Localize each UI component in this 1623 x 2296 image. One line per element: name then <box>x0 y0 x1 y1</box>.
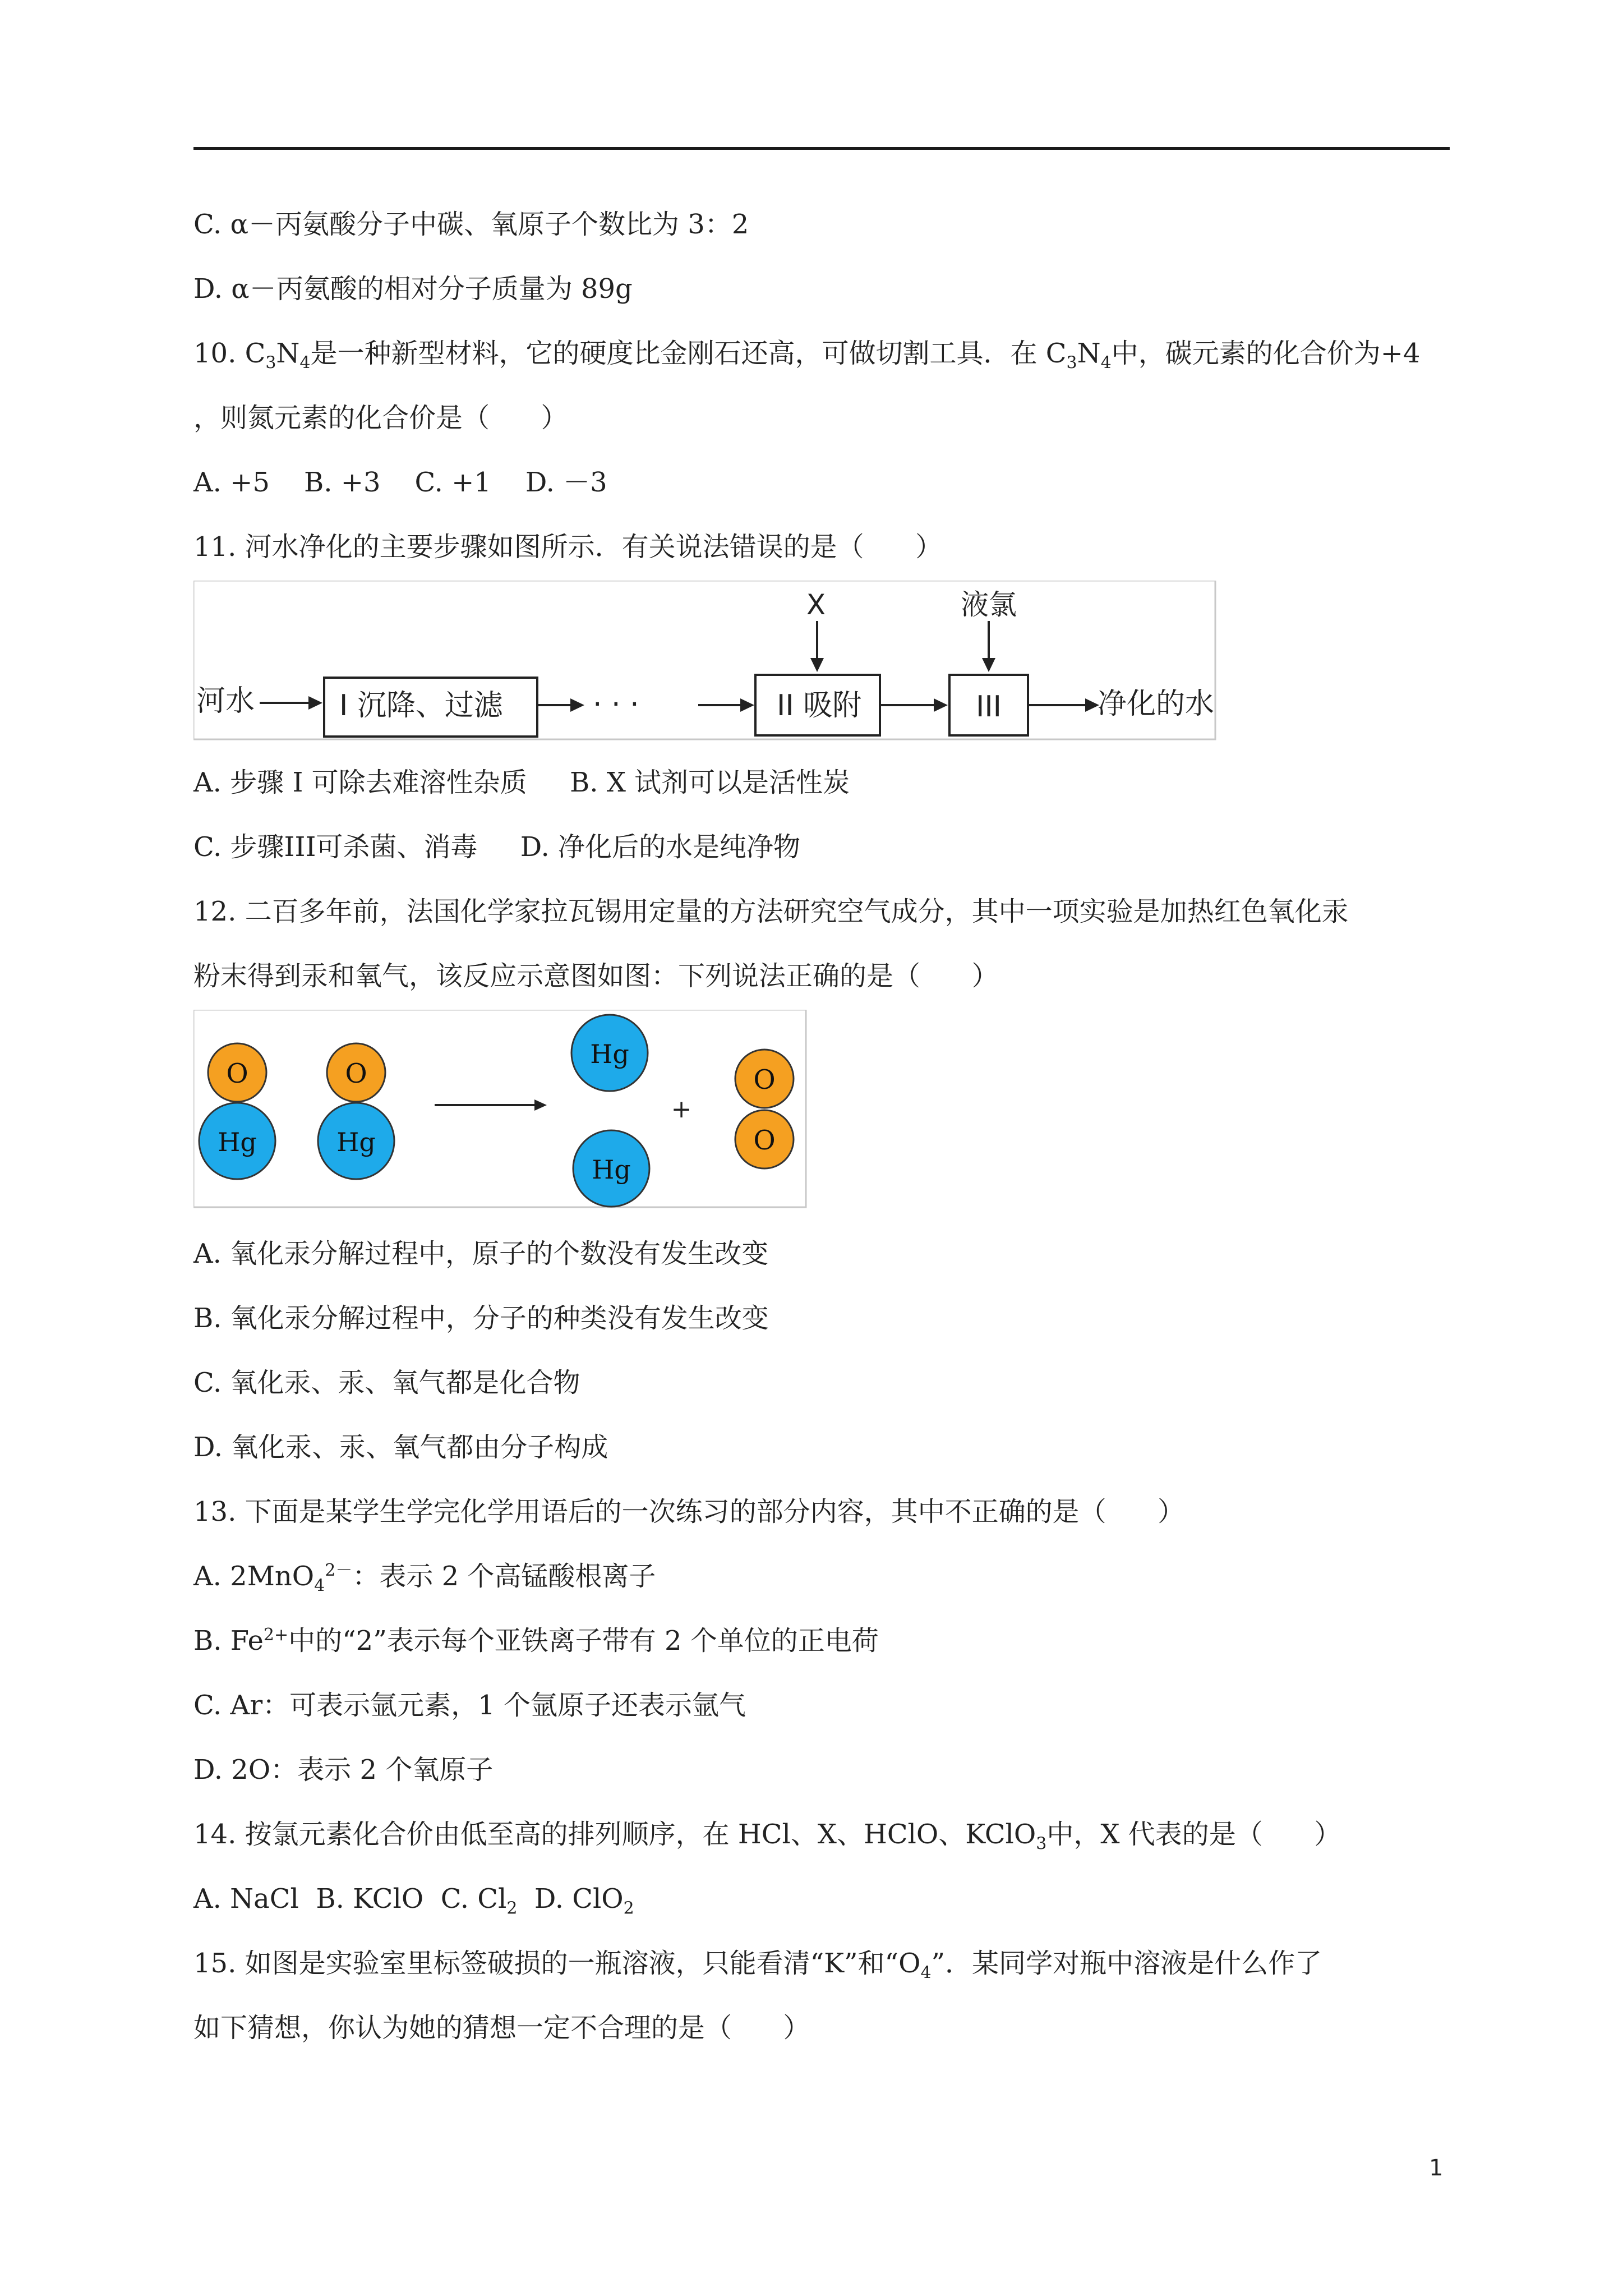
q14-stem: 14. 按氯元素化合价由低至高的排列顺序，在 HCl、X、HClO、KClO$_3$中，X 代表的是（ ） <box>193 1819 1341 1854</box>
svg-text:O: O <box>345 1058 367 1089</box>
flow-step3-label: III <box>975 690 1002 724</box>
svg-text:O: O <box>753 1064 776 1096</box>
q15-stem: 15. 如图是实验室里标签破损的一瓶溶液，只能看清“K”和“$O_4$”．某同学对瓶中溶液是什么作了 <box>193 1948 1322 1983</box>
svg-text:Hg: Hg <box>218 1127 257 1157</box>
flow-reagent-x: X <box>806 588 826 621</box>
q13-option-b: B. $Fe^{2+}$中的“2”表示每个亚铁离子带有 2 个单位的正电荷 <box>193 1625 879 1657</box>
reaction-plus-sign: + <box>671 1095 692 1124</box>
svg-text:Hg: Hg <box>590 1039 629 1069</box>
q10-stem: 10. $C_3N_4$是一种新型材料，它的硬度比金刚石还高，可做切割工具．在 $C_3N_4$中，碳元素的化合价为+4 <box>193 338 1421 373</box>
q11-options-cd: C. 步骤III可杀菌、消毒 D. 净化后的水是纯净物 <box>193 831 800 863</box>
q12-option-d: D. 氧化汞、汞、氧气都由分子构成 <box>193 1432 608 1463</box>
water-purification-flowchart <box>193 581 1217 740</box>
svg-text:Hg: Hg <box>336 1127 376 1157</box>
header-rule <box>193 147 1450 150</box>
flow-dots: · · · <box>593 688 639 721</box>
q9-option-c: C. α－丙氨酸分子中碳、氧原子个数比为 3：2 <box>193 209 749 240</box>
q9-option-d: D. α－丙氨酸的相对分子质量为 89g <box>193 273 633 305</box>
q12-option-a: A. 氧化汞分解过程中，原子的个数没有发生改变 <box>193 1238 769 1269</box>
svg-text:O: O <box>226 1058 248 1089</box>
flow-step1-label: I 沉降、过滤 <box>339 689 503 723</box>
q13-option-a: A. 2MnO$_4^{2-}$：表示 2 个高锰酸根离子 <box>193 1561 656 1596</box>
svg-text:Hg: Hg <box>592 1154 631 1185</box>
q13-stem: 13. 下面是某学生学完化学用语后的一次练习的部分内容，其中不正确的是（ ） <box>193 1496 1185 1527</box>
q12-option-b: B. 氧化汞分解过程中，分子的种类没有发生改变 <box>193 1303 769 1334</box>
q11-stem: 11. 河水净化的主要步骤如图所示．有关说法错误的是（ ） <box>193 531 943 563</box>
q13-option-c: C. Ar：可表示氩元素，1 个氩原子还表示氩气 <box>193 1690 746 1721</box>
q13-option-d: D. 2O：表示 2 个氧原子 <box>193 1754 494 1786</box>
flow-reagent-chlorine: 液氯 <box>961 588 1017 621</box>
hg-atom-2 <box>573 1130 649 1207</box>
flow-output-label: 净化的水 <box>1098 687 1215 721</box>
q14-options: A. NaCl B. KClO C. $Cl_2$ D. ClO$_2$ <box>193 1883 634 1918</box>
q12-stem: 12. 二百多年前，法国化学家拉瓦锡用定量的方法研究空气成分，其中一项实验是加热红色氧化汞 <box>193 896 1349 927</box>
flow-river-label: 河水 <box>196 684 255 718</box>
q11-options-ab: A. 步骤 I 可除去难溶性杂质 B. X 试剂可以是活性炭 <box>193 767 850 798</box>
flow-step2-label: II 吸附 <box>777 689 862 723</box>
q12-option-c: C. 氧化汞、汞、氧气都是化合物 <box>193 1367 580 1398</box>
q10-options: A. +5 B. +3 C. +1 D. －3 <box>193 467 607 498</box>
svg-text:O: O <box>753 1125 776 1156</box>
mercury-oxide-reaction-diagram <box>193 1010 808 1209</box>
page-number: 1 <box>1429 2155 1444 2181</box>
q15-stem-cont: 如下猜想，你认为她的猜想一定不合理的是（ ） <box>193 2012 810 2044</box>
q10-stem-cont: ，则氮元素的化合价是（ ） <box>193 402 568 434</box>
hg-atom-1 <box>571 1015 648 1091</box>
q12-stem-cont: 粉末得到汞和氧气，该反应示意图如图：下列说法正确的是（ ） <box>193 960 999 992</box>
